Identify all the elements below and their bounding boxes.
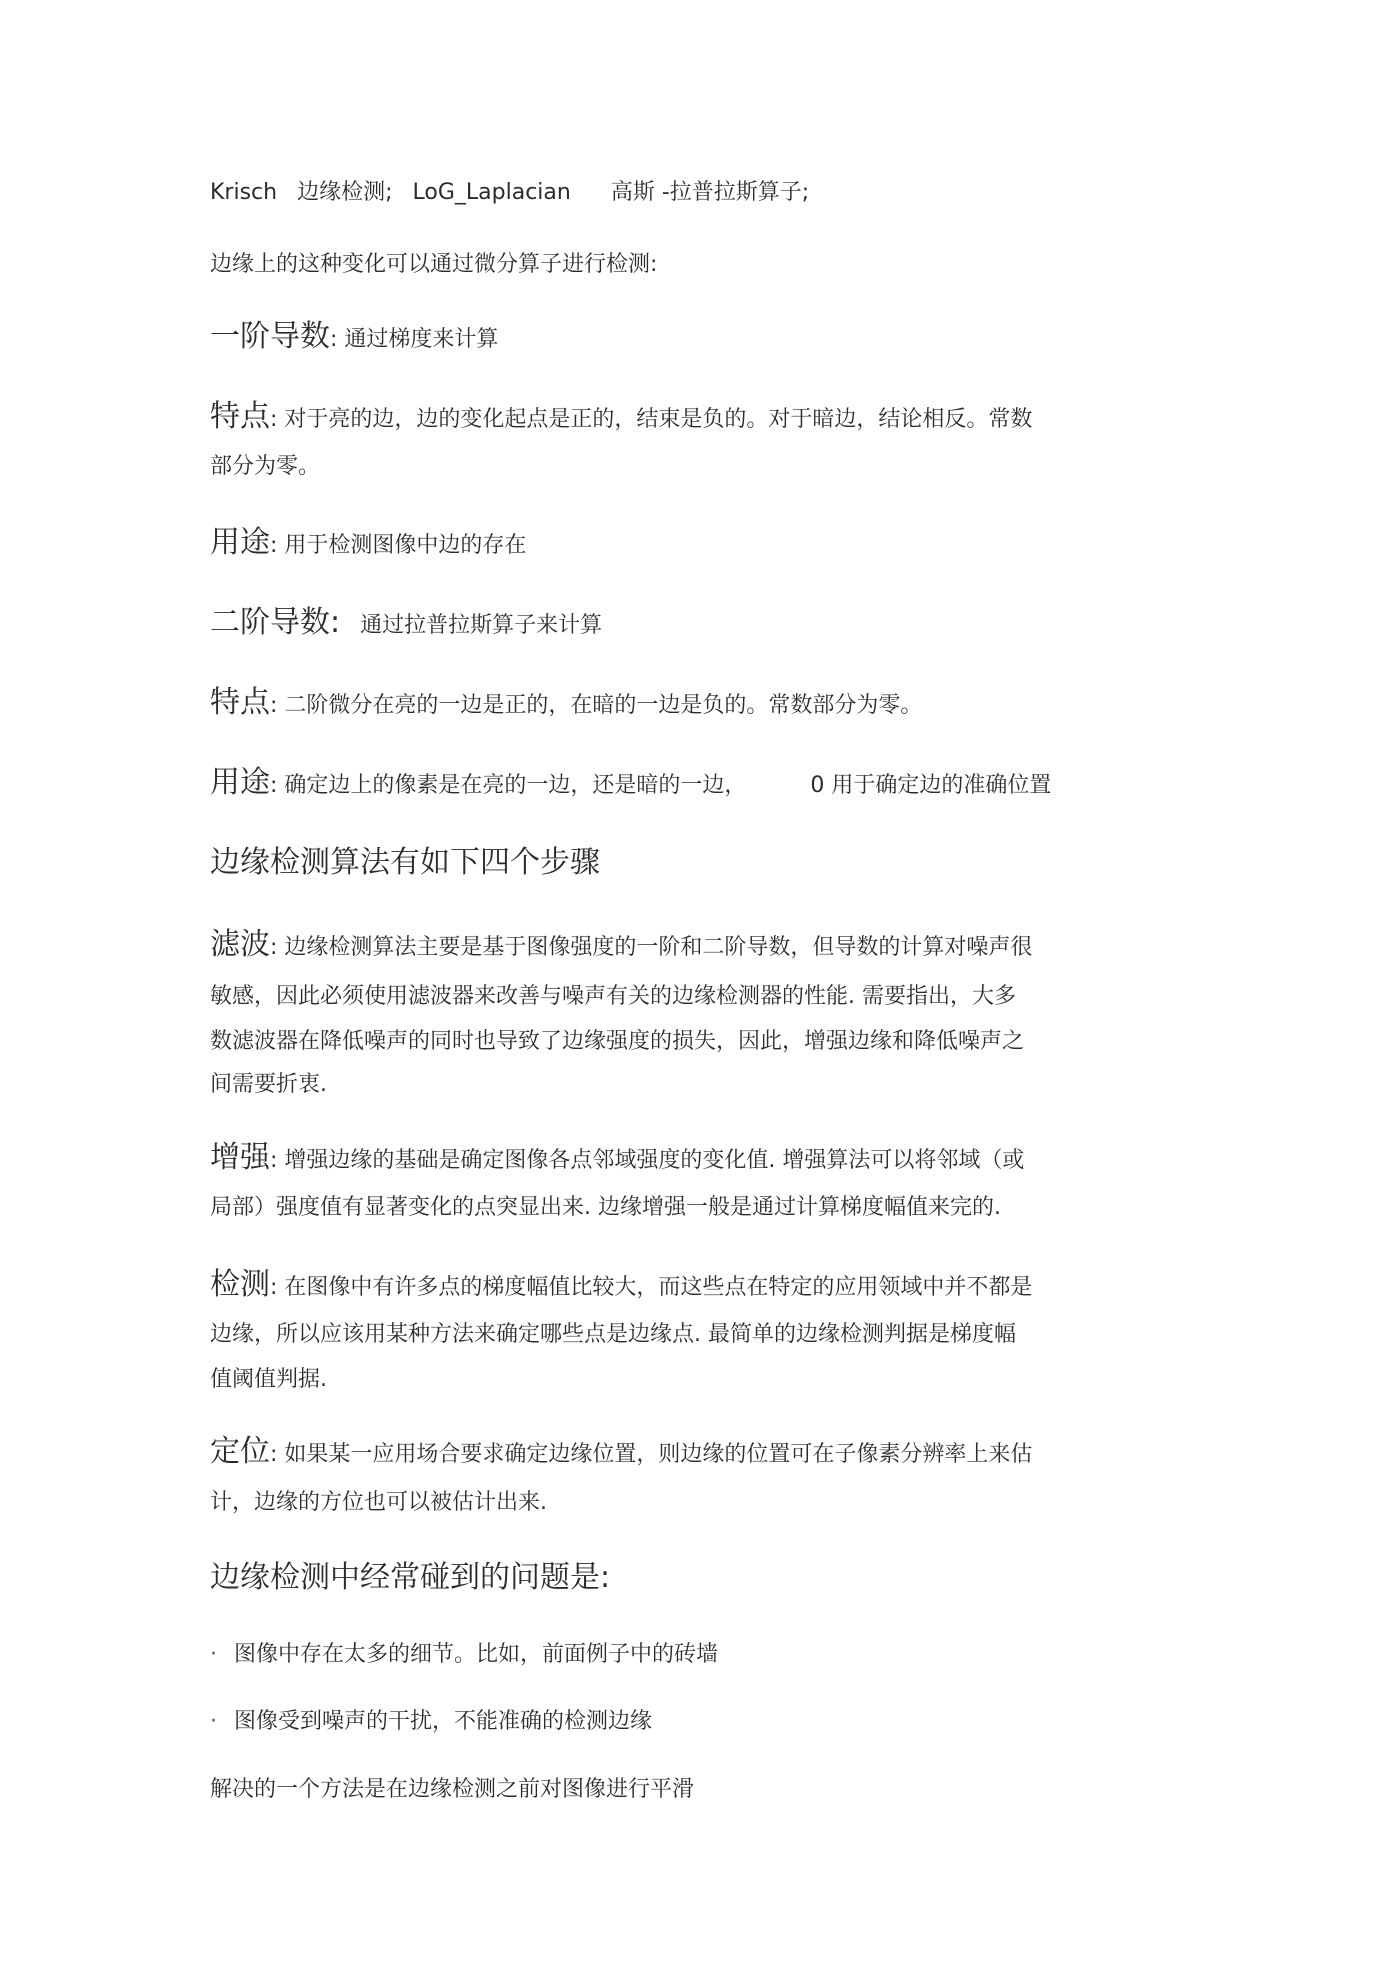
locate-line-2: 计，边缘的方位也可以被估计出来. xyxy=(210,1490,547,1515)
second-order-title: 二阶导数: xyxy=(210,605,341,640)
bullet-text: 图像中存在太多的细节。比如，前面例子中的砖墙 xyxy=(234,1642,719,1667)
first-order-text: : 通过梯度来计算 xyxy=(330,327,499,352)
bullet-item xyxy=(210,1707,652,1737)
second-feature-label: 特点 xyxy=(210,685,270,720)
detect-line-3: 值阈值判据. xyxy=(210,1367,327,1392)
detect-line-2: 边缘，所以应该用某种方法来确定哪些点是边缘点. 最简单的边缘检测判据是梯度幅 xyxy=(210,1322,1016,1347)
locate-line-1 xyxy=(210,1434,1033,1470)
filter-line-4: 间需要折衷. xyxy=(210,1072,327,1097)
detect-text-1: : 在图像中有许多点的梯度幅值比较大，而这些点在特定的应用领域中并不都是 xyxy=(270,1275,1033,1300)
detect-line-1 xyxy=(210,1267,1033,1303)
log-label: LoG_Laplacian xyxy=(412,180,571,205)
filter-label: 滤波 xyxy=(210,927,270,962)
edge-detect-label: 边缘检测; xyxy=(297,180,393,205)
first-use-line xyxy=(210,525,527,561)
first-feature-text: : 对于亮的边，边的变化起点是正的，结束是负的。对于暗边，结论相反。常数 xyxy=(270,407,1033,432)
first-use-text: : 用于检测图像中边的存在 xyxy=(270,533,527,558)
second-use-text-a: : 确定边上的像素是在亮的一边，还是暗的一边， xyxy=(270,773,747,798)
second-use-line xyxy=(210,765,1052,801)
enhance-line-2: 局部）强度值有显著变化的点突显出来. 边缘增强一般是通过计算梯度幅值来完的. xyxy=(210,1195,1001,1220)
solution-paragraph: 解决的一个方法是在边缘检测之前对图像进行平滑 xyxy=(210,1777,695,1802)
gauss-label: 高斯 -拉普拉斯算子; xyxy=(610,180,810,205)
filter-text-1: : 边缘检测算法主要是基于图像强度的一阶和二阶导数，但导数的计算对噪声很 xyxy=(270,935,1033,960)
second-order-section xyxy=(210,605,603,641)
first-feature-line-2: 部分为零。 xyxy=(210,454,321,479)
first-order-section xyxy=(210,319,499,355)
filter-line-3: 数滤波器在降低噪声的同时也导致了边缘强度的损失，因此，增强边缘和降低噪声之 xyxy=(210,1029,1025,1054)
second-feature-text: : 二阶微分在亮的一边是正的，在暗的一边是负的。常数部分为零。 xyxy=(270,693,923,718)
problems-heading: 边缘检测中经常碰到的问题是: xyxy=(210,1560,611,1595)
first-use-label: 用途 xyxy=(210,525,270,560)
bullet-item xyxy=(210,1640,718,1670)
bullet-mark: · xyxy=(210,1709,217,1734)
intro-paragraph: 边缘上的这种变化可以通过微分算子进行检测: xyxy=(210,252,658,277)
locate-text-1: : 如果某一应用场合要求确定边缘位置，则边缘的位置可在子像素分辨率上来估 xyxy=(270,1442,1033,1467)
bullet-text: 图像受到噪声的干扰，不能准确的检测边缘 xyxy=(234,1709,653,1734)
krisch-label: Krisch xyxy=(210,180,278,205)
second-use-label: 用途 xyxy=(210,765,270,800)
steps-heading: 边缘检测算法有如下四个步骤 xyxy=(210,845,600,880)
operator-list-line xyxy=(210,178,809,208)
detect-label: 检测 xyxy=(210,1267,270,1302)
second-feature-line xyxy=(210,685,923,721)
second-use-text-b: 0 用于确定边的准确位置 xyxy=(810,773,1052,798)
locate-label: 定位 xyxy=(210,1434,270,1469)
enhance-line-1 xyxy=(210,1140,1025,1176)
enhance-text-1: : 增强边缘的基础是确定图像各点邻域强度的变化值. 增强算法可以将邻域（或 xyxy=(270,1148,1025,1173)
enhance-label: 增强 xyxy=(210,1140,270,1175)
filter-line-1 xyxy=(210,927,1033,963)
second-order-text: 通过拉普拉斯算子来计算 xyxy=(360,613,603,638)
first-feature-line xyxy=(210,399,1033,435)
bullet-mark: · xyxy=(210,1642,217,1667)
first-order-title: 一阶导数 xyxy=(210,319,330,354)
filter-line-2: 敏感，因此必须使用滤波器来改善与噪声有关的边缘检测器的性能. 需要指出，大多 xyxy=(210,984,1016,1009)
first-feature-label: 特点 xyxy=(210,399,270,434)
